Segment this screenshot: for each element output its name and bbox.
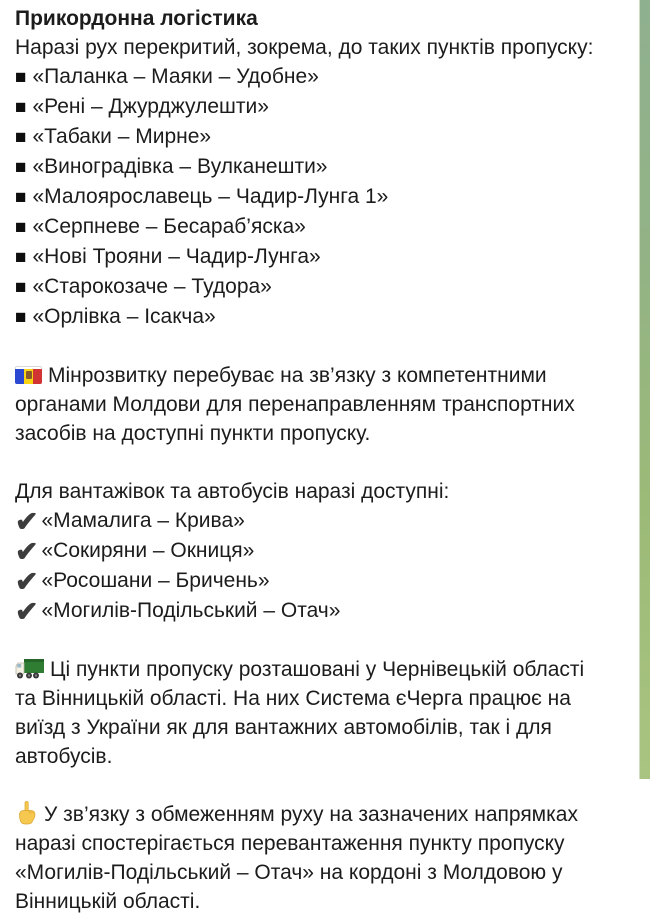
truck-icon: [15, 658, 45, 680]
closed-points-intro: Наразі рух перекритий, зокрема, до таких пунктів пропуску:: [15, 36, 594, 59]
paragraph-text: Ці пункти пропуску розташовані у Чернівецькій області та Вінницькій області. На них Система єЧерга працює на виїзд з України як для вантажних автомобілів, так і для автобусів.: [15, 658, 585, 768]
paragraph-text: У зв’язку з обмеженням руху на зазначених напрямках наразі спостерігається перевантаження пункту пропуску «Могилів-Подільський – Отач» на кордоні з Молдовою у Вінницькій області.: [15, 803, 578, 913]
congestion-paragraph: [15, 800, 611, 916]
list-item: [15, 122, 611, 152]
index-pointing-up-icon: [15, 801, 39, 825]
echerga-paragraph: [15, 655, 611, 771]
list-item: [15, 536, 611, 566]
closed-point-label: «Табаки – Мирне»: [32, 125, 212, 148]
check-mark-icon: ✔: [15, 566, 39, 597]
available-point-label: «Могилів-Подільський – Отач»: [41, 599, 341, 622]
check-mark-icon: ✔: [15, 536, 39, 567]
list-item: [15, 272, 611, 302]
available-point-label: «Мамалига – Крива»: [41, 509, 245, 532]
black-square-bullet-icon: ■: [15, 127, 27, 148]
available-points-list: [15, 506, 611, 626]
check-mark-icon: ✔: [15, 506, 39, 537]
chat-background-strip: [639, 0, 650, 779]
black-square-bullet-icon: ■: [15, 67, 27, 88]
available-points-header: Для вантажівок та автобусів наразі доступні:: [15, 480, 450, 503]
closed-point-label: «Паланка – Маяки – Удобне»: [32, 65, 319, 88]
available-point-label: «Росошани – Бричень»: [41, 569, 270, 592]
closed-point-label: «Рені – Джурджулешти»: [32, 95, 269, 118]
message-title: Прикордонна логістика: [15, 7, 258, 30]
closed-point-label: «Орлівка – Ісакча»: [32, 305, 216, 328]
list-item: [15, 152, 611, 182]
black-square-bullet-icon: ■: [15, 157, 27, 178]
black-square-bullet-icon: ■: [15, 97, 27, 118]
black-square-bullet-icon: ■: [15, 277, 27, 298]
list-item: [15, 62, 611, 92]
black-square-bullet-icon: ■: [15, 217, 27, 238]
closed-point-label: «Нові Трояни – Чадир-Лунга»: [32, 245, 321, 268]
telegram-message-body: [15, 4, 611, 916]
black-square-bullet-icon: ■: [15, 247, 27, 268]
list-item: [15, 506, 611, 536]
black-square-bullet-icon: ■: [15, 187, 27, 208]
closed-points-list: [15, 62, 611, 332]
list-item: [15, 302, 611, 332]
list-item: [15, 596, 611, 626]
list-item: [15, 566, 611, 596]
list-item: [15, 92, 611, 122]
black-square-bullet-icon: ■: [15, 307, 27, 328]
list-item: [15, 212, 611, 242]
moldova-flag-icon: [15, 366, 42, 384]
available-point-label: «Сокиряни – Окниця»: [41, 539, 255, 562]
closed-point-label: «Серпневе – Бесараб’яска»: [32, 215, 306, 238]
closed-point-label: «Старокозаче – Тудора»: [32, 275, 272, 298]
paragraph-text: Мінрозвитку перебуває на зв’язку з компетентними органами Молдови для перенаправленням транспортних засобів на доступні пункти пропуску.: [15, 364, 575, 445]
list-item: [15, 182, 611, 212]
list-item: [15, 242, 611, 272]
moldova-coordination-paragraph: [15, 361, 611, 448]
closed-point-label: «Малоярославець – Чадир-Лунга 1»: [32, 185, 389, 208]
check-mark-icon: ✔: [15, 596, 39, 627]
closed-point-label: «Виноградівка – Вулканешти»: [32, 155, 328, 178]
